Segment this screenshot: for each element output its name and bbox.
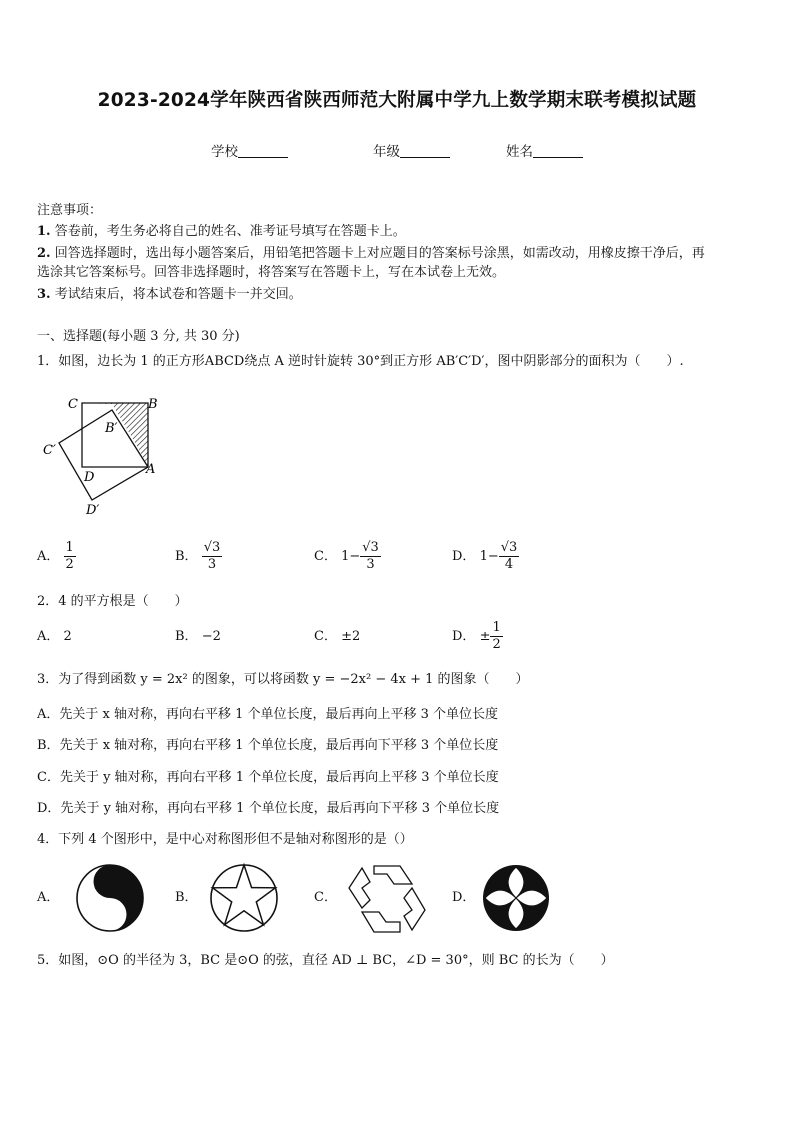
- fraction: $\frac{√3}{3}$: [362, 540, 379, 572]
- q4-option-a-key[interactable]: A．: [37, 890, 60, 905]
- q1-option-b[interactable]: [175, 540, 222, 573]
- option-text: 先关于 y 轴对称，再向右平移 1 个单位长度，最后再向上平移 3 个单位长度: [59, 770, 499, 785]
- label-b: B: [148, 397, 158, 412]
- option-text: ±: [479, 629, 491, 644]
- grade-field: [373, 140, 450, 160]
- option-text: ±2: [341, 629, 361, 644]
- star-in-circle-icon: [208, 862, 280, 934]
- notice-num: 3.: [37, 287, 51, 302]
- label-c-prime: C′: [43, 443, 56, 458]
- q3-option-b[interactable]: [37, 736, 498, 756]
- q3-option-d[interactable]: [37, 799, 499, 819]
- option-text: 2: [63, 629, 72, 644]
- option-key: C．: [314, 629, 337, 644]
- q1-figure: [40, 390, 170, 520]
- school-field: [211, 140, 288, 160]
- label-a: A: [146, 462, 156, 477]
- q2-option-b[interactable]: [175, 627, 221, 647]
- option-key: D．: [37, 801, 61, 816]
- question-2-stem: 2．4 的平方根是（ ）: [37, 594, 188, 609]
- name-field: [506, 140, 583, 160]
- option-text: 先关于 x 轴对称，再向右平移 1 个单位长度，最后再向上平移 3 个单位长度: [59, 707, 499, 722]
- question-3-stem: 3．为了得到函数 y = 2x² 的图象，可以将函数 y = −2x² − 4x + 1 的图象（ ）: [37, 672, 529, 687]
- option-key: D．: [452, 549, 476, 564]
- q1-option-a[interactable]: [37, 540, 76, 573]
- q1-option-d[interactable]: [452, 540, 519, 573]
- notice-num: 1.: [37, 224, 51, 239]
- question-4-stem: 4．下列 4 个图形中，是中心对称图形但不是轴对称图形的是（）: [37, 832, 413, 847]
- notice-item-2: [37, 244, 705, 264]
- q4-option-d-key[interactable]: D．: [452, 890, 476, 905]
- option-key: A．: [37, 629, 60, 644]
- name-blank: [533, 143, 583, 158]
- q2-option-d[interactable]: [452, 620, 503, 653]
- notice-text: 考试结束后，将本试卷和答题卡一并交回。: [54, 287, 302, 302]
- option-key: B．: [175, 629, 198, 644]
- option-text: 先关于 x 轴对称，再向右平移 1 个单位长度，最后再向下平移 3 个单位长度: [59, 738, 499, 753]
- label-c: C: [68, 397, 78, 412]
- q2-option-a[interactable]: [37, 627, 72, 647]
- question-5-stem: 5．如图，⊙O 的半径为 3，BC 是⊙O 的弦，直径 AD ⊥ BC，∠D = 30°，则 BC 的长为（ ）: [37, 953, 614, 968]
- q4-option-b-key[interactable]: B．: [175, 890, 198, 905]
- grade-blank: [400, 143, 450, 158]
- notice-item-3: [37, 285, 302, 305]
- option-text: 先关于 y 轴对称，再向右平移 1 个单位长度，最后再向下平移 3 个单位长度: [60, 801, 500, 816]
- fraction: $\frac{1}{2}$: [65, 540, 74, 572]
- page-title: 2023-2024学年陕西省陕西师范大附属中学九上数学期末联考模拟试题: [97, 90, 697, 111]
- yin-yang-icon: [74, 862, 148, 934]
- notice-item-1: [37, 222, 406, 242]
- notice-text: 答卷前，考生务必将自己的姓名、准考证号填写在答题卡上。: [54, 224, 406, 239]
- notice-num: 2.: [37, 246, 51, 261]
- question-1-stem: 1．如图，边长为 1 的正方形ABCD绕点 A 逆时针旋转 30°到正方形 AB′C′D′，图中阴影部分的面积为（ ）.: [37, 354, 684, 369]
- section-heading: 一、选择题(每小题 3 分, 共 30 分): [37, 329, 240, 344]
- q1-option-c[interactable]: [314, 540, 381, 573]
- name-label: 姓名: [506, 144, 533, 160]
- grade-label: 年级: [373, 144, 400, 160]
- option-key: D．: [452, 629, 476, 644]
- option-prefix: 1−: [341, 549, 361, 564]
- fraction: $\frac{1}{2}$: [492, 620, 501, 652]
- notice-text: 回答选择题时，选出每小题答案后，用铅笔把答题卡上对应题目的答案标号涂黑，如需改动，用橡皮擦干净后，再: [54, 246, 705, 261]
- q4-option-c-key[interactable]: C．: [314, 890, 337, 905]
- recycle-hexagon-icon: [346, 862, 428, 934]
- option-key: A．: [37, 707, 60, 722]
- notice-heading: 注意事项：: [37, 203, 103, 218]
- school-label: 学校: [211, 144, 238, 160]
- q3-option-c[interactable]: [37, 768, 499, 788]
- option-key: B．: [37, 738, 60, 753]
- fraction: $\frac{√3}{4}$: [500, 540, 518, 572]
- q3-option-a[interactable]: [37, 705, 498, 725]
- notice-item-2-cont: 选涂其它答案标号。回答非选择题时，将答案写在答题卡上，写在本试卷上无效。: [37, 265, 506, 280]
- school-blank: [238, 143, 288, 158]
- label-d: D: [84, 470, 95, 485]
- label-d-prime: D′: [86, 503, 100, 518]
- option-key: B．: [175, 549, 198, 564]
- option-key: A．: [37, 549, 60, 564]
- q2-option-c[interactable]: [314, 627, 360, 647]
- option-key: C．: [37, 770, 60, 785]
- four-petal-circle-icon: [480, 862, 552, 934]
- option-key: C．: [314, 549, 337, 564]
- label-b-prime: B′: [105, 421, 118, 436]
- option-prefix: 1−: [479, 549, 499, 564]
- fraction: $\frac{√3}{3}$: [203, 540, 221, 572]
- option-text: −2: [201, 629, 221, 644]
